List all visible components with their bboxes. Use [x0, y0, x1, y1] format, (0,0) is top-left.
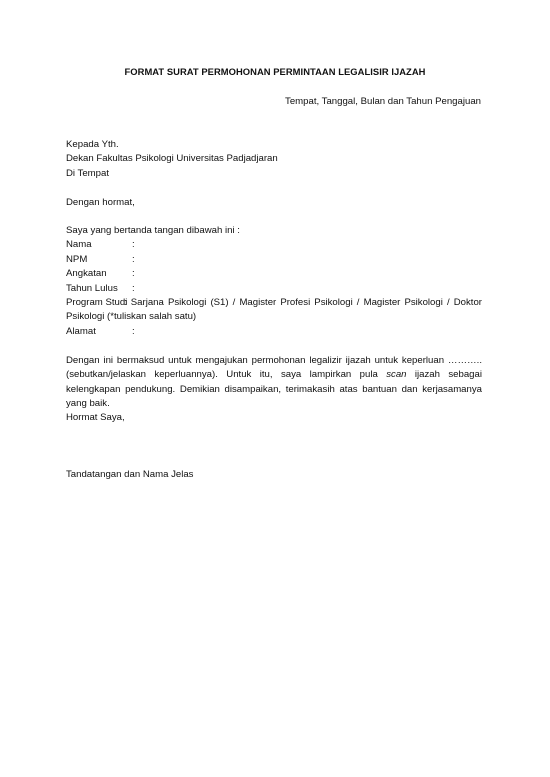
- field-colon: :: [132, 253, 135, 265]
- field-label-nama: Nama: [66, 239, 92, 251]
- field-label-program-studi: Program Studi: [66, 296, 128, 308]
- body-paragraph: [66, 354, 482, 412]
- field-colon: :: [132, 325, 135, 337]
- recipient-block: [66, 138, 482, 181]
- place-date-line: Tempat, Tanggal, Bulan dan Tahun Pengajuan: [285, 96, 481, 107]
- field-npm: [66, 253, 482, 267]
- field-label-angkatan: Angkatan: [66, 268, 107, 280]
- signature-text: Tandatangan dan Nama Jelas: [66, 469, 194, 480]
- recipient-line-3: Di Tempat: [66, 167, 110, 179]
- signature-line: [66, 468, 482, 482]
- document-title: FORMAT SURAT PERMOHONAN PERMINTAAN LEGALISIR IJAZAH: [124, 66, 426, 77]
- field-value-program-studi: : Sarjana Psikologi (S1) / Magister Profesi Psikologi / Magister Psikologi / Doktor Psikologi (*tuliskan salah satu): [66, 296, 482, 323]
- closing: [66, 411, 482, 425]
- field-tahun-lulus: [66, 282, 482, 296]
- greeting: [66, 196, 482, 210]
- field-colon: :: [132, 268, 135, 280]
- field-nama: [66, 238, 482, 252]
- body-text-part-1: Dengan ini bermaksud untuk mengajukan permohonan legalizir ijazah untuk keperluan ……….. (sebutkan/jelaskan keperluannya). Untuk itu, saya lampirkan pula: [66, 355, 482, 381]
- field-alamat: [66, 325, 482, 339]
- body-text-scan: scan: [386, 369, 407, 381]
- field-program-studi: [66, 296, 482, 325]
- field-label-tahun-lulus: Tahun Lulus: [66, 282, 118, 294]
- field-colon: :: [132, 282, 135, 294]
- closing-text: Hormat Saya,: [66, 412, 125, 423]
- field-angkatan: [66, 267, 482, 281]
- identity-section: [66, 224, 482, 339]
- field-label-npm: NPM: [66, 253, 88, 265]
- body-text-part-2: ijazah sebagai kelengkapan pendukung. Demikian disampaikan, terimakasih atas bantuan dan kerjasamanya yang baik.: [66, 369, 482, 410]
- field-label-alamat: Alamat: [66, 325, 96, 337]
- recipient-line-2: Dekan Fakultas Psikologi Universitas Padjadjaran: [66, 153, 278, 165]
- recipient-line-1: Kepada Yth.: [66, 139, 119, 150]
- field-colon: :: [132, 239, 135, 251]
- greeting-text: Dengan hormat,: [66, 197, 135, 208]
- intro-text: Saya yang bertanda tangan dibawah ini :: [66, 225, 240, 236]
